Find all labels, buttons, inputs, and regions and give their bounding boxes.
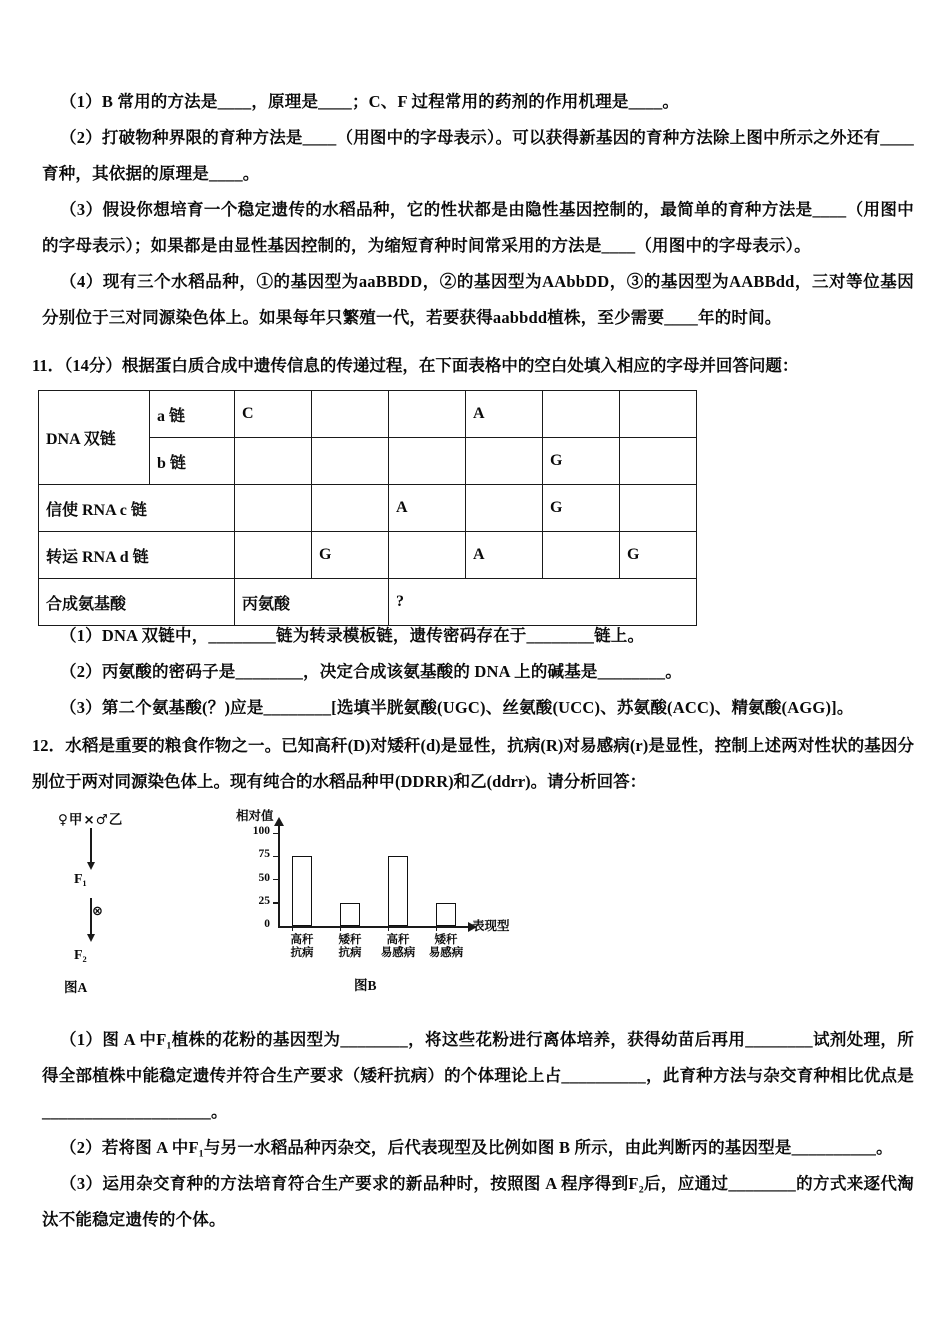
- q12-sub-3: （3）运用杂交育种的方法培育符合生产要求的新品种时，按照图 A 程序得到F₂后，应通过________的方式来逐代淘汰不能稳定遗传的个体。: [42, 1174, 914, 1229]
- chart-category-label-3: [375, 934, 421, 960]
- trna-cell-3[interactable]: [389, 532, 466, 579]
- b-strand-cell-5[interactable]: G: [543, 438, 620, 485]
- dna-double-strand-label: DNA 双链: [39, 391, 150, 485]
- mrna-c-strand-label: 信使 RNA c 链: [39, 485, 235, 532]
- chart-y-tick-label-50: 50: [258, 871, 270, 884]
- trna-d-strand-label: 转运 RNA d 链: [39, 532, 235, 579]
- table-row-trna: [39, 532, 697, 579]
- chart-category-4-line-2: 易感病: [428, 947, 464, 959]
- question-11: [0, 348, 950, 626]
- trna-cell-5[interactable]: [543, 532, 620, 579]
- chart-x-tick-4: [436, 926, 437, 931]
- trna-cell-6[interactable]: G: [620, 532, 697, 579]
- genetic-table-wrapper: [0, 384, 950, 626]
- synthesized-amino-acid-label: 合成氨基酸: [39, 579, 235, 626]
- chart-category-4-line-1: 矮秆: [434, 934, 458, 946]
- chart-bar-4: [436, 903, 456, 926]
- chart-y-tick-25: [273, 902, 279, 903]
- chart-y-axis-label: 相对值: [236, 809, 274, 823]
- figures-row: [0, 806, 950, 1006]
- chart-y-tick-label-25: 25: [258, 894, 270, 907]
- b-strand-cell-3[interactable]: [389, 438, 466, 485]
- q11-stem: 11．（14分）根据蛋白质合成中遗传信息的传递过程，在下面表格中的空白处填入相应的字母并回答问题：: [32, 356, 799, 375]
- b-strand-cell-4[interactable]: [466, 438, 543, 485]
- genetic-information-table: [38, 390, 697, 626]
- chart-bar-1: [292, 856, 312, 926]
- chart-category-1-line-1: 高秆: [290, 934, 314, 946]
- trna-cell-4[interactable]: A: [466, 532, 543, 579]
- chart-y-tick-75: [273, 856, 279, 857]
- chart-x-axis-line: [278, 926, 470, 928]
- a-strand-cell-3[interactable]: [389, 391, 466, 438]
- figure-a-cross-diagram: [40, 806, 220, 1001]
- q12-stem: 12．水稻是重要的粮食作物之一。已知高秆(D)对矮秆(d)是显性，抗病(R)对易感病(r)是显性，控制上述两对性状的基因分别位于两对同源染色体上。现有纯合的水稻品种甲(DDRR)和乙(ddrr)。请分析回答：: [32, 736, 914, 791]
- chart-category-1-line-2: 抗病: [290, 947, 314, 959]
- chart-category-3-line-1: 高秆: [386, 934, 410, 946]
- chart-y-axis-arrow: [274, 817, 284, 826]
- arrow-head-p-to-f1: [87, 862, 95, 870]
- q11-sub-3: （3）第二个氨基酸(？)应是________[选填半胱氨酸(UGC)、丝氨酸(UCC)、苏氨酸(ACC)、精氨酸(AGG)]。: [60, 698, 854, 717]
- b-strand-label: b 链: [150, 438, 235, 485]
- a-strand-cell-2[interactable]: [312, 391, 389, 438]
- chart-category-3-line-2: 易感病: [380, 947, 416, 959]
- chart-y-axis-line: [278, 824, 280, 928]
- a-strand-cell-1[interactable]: C: [235, 391, 312, 438]
- chart-bar-2: [340, 903, 360, 926]
- a-strand-label: a 链: [150, 391, 235, 438]
- question-12: [0, 728, 950, 800]
- chart-x-axis-label: 表现型: [472, 919, 510, 933]
- chart-category-2-line-2: 抗病: [338, 947, 362, 959]
- q10-part-4: （4）现有三个水稻品种，①的基因型为aaBBDD，②的基因型为AAbbDD，③的基因型为AABBdd，三对等位基因分别位于三对同源染色体上。如果每年只繁殖一代，若要获得aabbdd植株，至少需要____年的时间。: [42, 272, 914, 327]
- mrna-cell-2[interactable]: [312, 485, 389, 532]
- mrna-cell-3[interactable]: A: [389, 485, 466, 532]
- figure-a-caption: 图A: [64, 980, 88, 995]
- arrow-shaft-p-to-f1: [90, 828, 92, 866]
- table-row-a-strand: [39, 391, 697, 438]
- chart-category-label-2: [327, 934, 373, 960]
- figure-b-caption: 图B: [354, 978, 377, 993]
- arrow-head-f1-to-f2: [87, 934, 95, 942]
- f1-generation-label: F₁: [74, 872, 87, 887]
- chart-y-tick-100: [273, 833, 279, 834]
- chart-x-axis-arrow: [468, 922, 477, 932]
- self-pollination-icon: ⊗: [92, 904, 103, 919]
- a-strand-cell-4[interactable]: A: [466, 391, 543, 438]
- amino-acid-unknown[interactable]: ?: [389, 579, 697, 626]
- q12-sub-2: （2）若将图 A 中F₁与另一水稻品种丙杂交，后代表现型及比例如图 B 所示，由此判断丙的基因型是__________。: [60, 1138, 893, 1157]
- amino-acid-alanine[interactable]: 丙氨酸: [235, 579, 389, 626]
- question-12-subquestions: [0, 1022, 950, 1238]
- question-11-subquestions: [0, 618, 950, 726]
- question-10-parts: [0, 84, 950, 336]
- q10-part-1: （1）B 常用的方法是____，原理是____；C、F 过程常用的药剂的作用机理是____。: [60, 92, 680, 111]
- figure-b-bar-chart: [232, 806, 532, 1006]
- chart-y-tick-label-100: 100: [252, 825, 270, 838]
- b-strand-cell-6[interactable]: [620, 438, 697, 485]
- chart-x-tick-3: [388, 926, 389, 931]
- q11-sub-2: （2）丙氨酸的密码子是________，决定合成该氨基酸的 DNA 上的碱基是________。: [60, 662, 682, 681]
- chart-category-2-line-1: 矮秆: [338, 934, 362, 946]
- b-strand-cell-2[interactable]: [312, 438, 389, 485]
- chart-y-tick-50: [273, 879, 279, 880]
- q10-part-2: （2）打破物种界限的育种方法是____（用图中的字母表示）。可以获得新基因的育种方法除上图中所示之外还有____育种，其依据的原理是____。: [42, 128, 914, 183]
- mrna-cell-1[interactable]: [235, 485, 312, 532]
- chart-bar-3: [388, 856, 408, 926]
- mrna-cell-5[interactable]: G: [543, 485, 620, 532]
- a-strand-cell-5[interactable]: [543, 391, 620, 438]
- b-strand-cell-1[interactable]: [235, 438, 312, 485]
- mrna-cell-6[interactable]: [620, 485, 697, 532]
- chart-category-label-4: [423, 934, 469, 960]
- q12-sub-1: （1）图 A 中F₁植株的花粉的基因型为________，将这些花粉进行离体培养，获得幼苗后再用________试剂处理，所得全部植株中能稳定遗传并符合生产要求（矮秆抗病）的个体理论上占__________，此育种方法与杂交育种相比优点是____________________。: [42, 1030, 914, 1121]
- chart-y-tick-label-75: 75: [258, 848, 270, 861]
- chart-category-label-1: [279, 934, 325, 960]
- chart-x-tick-2: [340, 926, 341, 931]
- q11-sub-1: （1）DNA 双链中，________链为转录模板链，遗传密码存在于________链上。: [60, 626, 645, 645]
- a-strand-cell-6[interactable]: [620, 391, 697, 438]
- parental-cross-label: ♀甲×♂乙: [58, 812, 124, 828]
- chart-x-tick-1: [292, 926, 293, 931]
- f2-generation-label: F₂: [74, 948, 87, 963]
- trna-cell-1[interactable]: [235, 532, 312, 579]
- chart-y-tick-label-0: 0: [264, 918, 270, 930]
- trna-cell-2[interactable]: G: [312, 532, 389, 579]
- mrna-cell-4[interactable]: [466, 485, 543, 532]
- q10-part-3: （3）假设你想培育一个稳定遗传的水稻品种，它的性状都是由隐性基因控制的，最简单的育种方法是____（用图中的字母表示）；如果都是由显性基因控制的，为缩短育种时间常采用的方法是____（用图中的字母表示）。: [42, 200, 914, 255]
- table-row-mrna: [39, 485, 697, 532]
